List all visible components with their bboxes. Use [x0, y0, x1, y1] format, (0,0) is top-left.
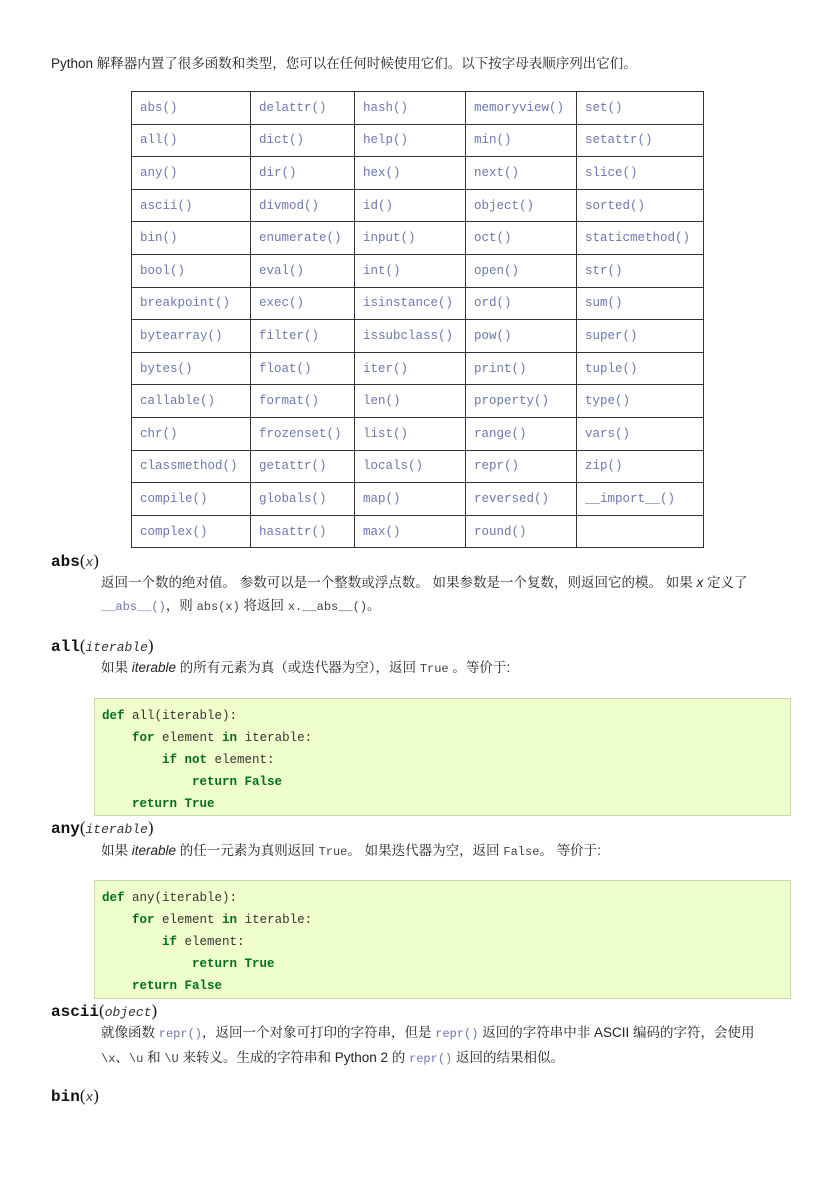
builtin-function-link[interactable]: __import__(): [585, 491, 676, 506]
builtin-function-link[interactable]: any(): [140, 165, 178, 180]
table-cell[interactable]: [355, 352, 466, 385]
table-cell[interactable]: [577, 417, 704, 450]
builtin-function-link[interactable]: classmethod(): [140, 459, 238, 474]
builtin-function-link[interactable]: dir(): [259, 165, 297, 180]
builtin-function-link[interactable]: format(): [259, 394, 320, 409]
builtin-function-link[interactable]: float(): [259, 361, 312, 376]
function-name: ascii: [51, 1003, 100, 1021]
builtin-function-link[interactable]: memoryview(): [474, 100, 565, 115]
table-cell[interactable]: [132, 124, 251, 157]
builtin-function-link[interactable]: zip(): [585, 459, 623, 474]
builtin-function-link[interactable]: object(): [474, 198, 535, 213]
builtin-function-link[interactable]: complex(): [140, 524, 208, 539]
table-cell[interactable]: [577, 157, 704, 190]
table-cell[interactable]: [132, 287, 251, 320]
table-cell[interactable]: [466, 92, 577, 125]
builtin-function-link[interactable]: repr(): [474, 459, 520, 474]
any-description: 如果 iterable 的任一元素为真则返回 True。 如果迭代器为空，返回 False。 等价于:: [101, 843, 601, 859]
table-cell[interactable]: [355, 483, 466, 516]
table-cell[interactable]: [466, 287, 577, 320]
any-signature: any(iterable): [51, 818, 154, 838]
table-row: [132, 189, 704, 222]
builtin-function-link[interactable]: breakpoint(): [140, 296, 231, 311]
builtin-function-link[interactable]: max(): [363, 524, 401, 539]
table-row: [132, 92, 704, 125]
builtin-function-link[interactable]: property(): [474, 394, 550, 409]
function-name: any: [51, 820, 80, 838]
table-row: [132, 450, 704, 483]
code-line: return True: [192, 957, 275, 971]
table-cell[interactable]: [577, 222, 704, 255]
builtin-function-link[interactable]: bytes(): [140, 361, 193, 376]
table-cell[interactable]: [577, 352, 704, 385]
table-cell[interactable]: [355, 320, 466, 353]
table-row: [132, 254, 704, 287]
code-line: for element in iterable:: [132, 731, 313, 745]
builtin-function-link[interactable]: getattr(): [259, 459, 327, 474]
table-cell[interactable]: [132, 320, 251, 353]
code-line: return False: [132, 979, 223, 993]
table-cell[interactable]: [577, 92, 704, 125]
builtin-function-link[interactable]: sum(): [585, 296, 623, 311]
function-param: x: [85, 555, 94, 570]
function-param: object: [104, 1005, 152, 1020]
ascii-description: 就像函数 repr()，返回一个对象可打印的字符串，但是 repr() 返回的字符串中非 ASCII 编码的字符，会使用 \x、\u 和 \U 来转义。生成的字符串和 Python 2 的 repr() 返回的结果相似。: [101, 1025, 755, 1066]
table-cell[interactable]: [577, 124, 704, 157]
builtin-function-link[interactable]: enumerate(): [259, 231, 342, 246]
code-line: for element in iterable:: [132, 913, 313, 927]
table-cell[interactable]: [577, 483, 704, 516]
builtin-function-link[interactable]: locals(): [363, 459, 424, 474]
builtin-function-link[interactable]: type(): [585, 394, 631, 409]
table-row: [132, 515, 704, 548]
abs-dunder-link[interactable]: __abs__(): [101, 600, 166, 614]
builtin-function-link[interactable]: oct(): [474, 231, 512, 246]
table-cell[interactable]: [466, 417, 577, 450]
function-param: x: [85, 1090, 94, 1105]
builtin-function-link[interactable]: hasattr(): [259, 524, 327, 539]
table-cell[interactable]: [355, 189, 466, 222]
builtin-function-link[interactable]: abs(): [140, 100, 178, 115]
builtin-function-link[interactable]: filter(): [259, 328, 320, 343]
function-name: abs: [51, 553, 80, 571]
table-row: [132, 222, 704, 255]
table-cell[interactable]: [355, 287, 466, 320]
builtin-function-link[interactable]: exec(): [259, 296, 305, 311]
table-cell[interactable]: [577, 320, 704, 353]
table-cell[interactable]: [577, 385, 704, 418]
builtin-function-link[interactable]: round(): [474, 524, 527, 539]
builtin-function-link[interactable]: list(): [363, 426, 409, 441]
table-cell[interactable]: [466, 385, 577, 418]
table-cell[interactable]: [466, 222, 577, 255]
table-cell[interactable]: [355, 92, 466, 125]
bin-signature: bin(x): [51, 1086, 99, 1106]
table-cell[interactable]: [466, 450, 577, 483]
builtin-function-link[interactable]: isinstance(): [363, 296, 454, 311]
abs-description: 返回一个数的绝对值。 参数可以是一个整数或浮点数。 如果参数是一个复数，则返回它的模。 如果 x 定义了 __abs__()，则 abs(x) 将返回 x.__abs__()。: [101, 575, 748, 614]
table-cell[interactable]: [251, 417, 355, 450]
builtin-function-link[interactable]: staticmethod(): [585, 231, 691, 246]
builtin-function-link[interactable]: delattr(): [259, 100, 327, 115]
builtin-function-link[interactable]: reversed(): [474, 491, 550, 506]
function-param: iterable: [85, 640, 148, 655]
table-cell[interactable]: [132, 417, 251, 450]
intro-text: Python 解释器内置了很多函数和类型，您可以在任何时候使用它们。以下按字母表顺序列出它们。: [51, 56, 637, 71]
code-line: def all(iterable):: [102, 709, 238, 723]
repr-link[interactable]: repr(): [409, 1052, 453, 1066]
builtin-function-link[interactable]: set(): [585, 100, 623, 115]
all-description: 如果 iterable 的所有元素为真（或迭代器为空），返回 True 。等价于:: [101, 660, 511, 676]
builtin-function-link[interactable]: map(): [363, 491, 401, 506]
table-cell[interactable]: [132, 450, 251, 483]
builtin-function-link[interactable]: compile(): [140, 491, 208, 506]
builtin-function-link[interactable]: open(): [474, 263, 520, 278]
table-row: [132, 352, 704, 385]
builtin-function-link[interactable]: issubclass(): [363, 328, 454, 343]
table-cell[interactable]: [355, 450, 466, 483]
builtin-function-link[interactable]: hex(): [363, 165, 401, 180]
builtin-function-link[interactable]: eval(): [259, 263, 305, 278]
builtin-function-link[interactable]: chr(): [140, 426, 178, 441]
table-cell[interactable]: [132, 254, 251, 287]
table-cell[interactable]: [577, 287, 704, 320]
builtin-function-link[interactable]: frozenset(): [259, 426, 342, 441]
builtin-function-link[interactable]: min(): [474, 133, 512, 148]
function-name: all: [51, 638, 80, 656]
repr-link[interactable]: repr(): [435, 1027, 479, 1041]
builtins-table: [131, 91, 704, 548]
table-row: [132, 320, 704, 353]
builtin-function-link[interactable]: id(): [363, 198, 394, 213]
table-cell[interactable]: [132, 189, 251, 222]
table-cell[interactable]: [132, 222, 251, 255]
table-cell[interactable]: [132, 92, 251, 125]
table-cell[interactable]: [466, 254, 577, 287]
builtin-function-link[interactable]: sorted(): [585, 198, 646, 213]
ascii-signature: ascii(object): [51, 1001, 158, 1021]
builtin-function-link[interactable]: bool(): [140, 263, 186, 278]
table-cell[interactable]: [466, 515, 577, 548]
table-cell[interactable]: [577, 189, 704, 222]
table-cell[interactable]: [355, 157, 466, 190]
builtin-function-link[interactable]: slice(): [585, 165, 638, 180]
any-code-block: [94, 880, 791, 999]
table-cell[interactable]: [355, 222, 466, 255]
builtin-function-link[interactable]: divmod(): [259, 198, 320, 213]
table-cell[interactable]: [251, 254, 355, 287]
table-cell[interactable]: [355, 254, 466, 287]
repr-link[interactable]: repr(): [158, 1027, 202, 1041]
builtin-function-link[interactable]: print(): [474, 361, 527, 376]
table-cell: [577, 515, 704, 548]
table-cell[interactable]: [466, 352, 577, 385]
builtin-function-link[interactable]: ord(): [474, 296, 512, 311]
builtin-function-link[interactable]: vars(): [585, 426, 631, 441]
table-cell[interactable]: [132, 352, 251, 385]
table-cell[interactable]: [577, 254, 704, 287]
table-cell[interactable]: [251, 222, 355, 255]
builtin-function-link[interactable]: setattr(): [585, 133, 653, 148]
all-signature: all(iterable): [51, 636, 154, 656]
builtin-function-link[interactable]: input(): [363, 231, 416, 246]
table-cell[interactable]: [251, 352, 355, 385]
builtin-function-link[interactable]: range(): [474, 426, 527, 441]
builtin-function-link[interactable]: super(): [585, 328, 638, 343]
table-cell[interactable]: [466, 483, 577, 516]
table-row: [132, 483, 704, 516]
code-line: def any(iterable):: [102, 891, 238, 905]
table-cell[interactable]: [132, 483, 251, 516]
table-cell[interactable]: [251, 483, 355, 516]
table-cell[interactable]: [355, 385, 466, 418]
builtin-function-link[interactable]: globals(): [259, 491, 327, 506]
builtin-function-link[interactable]: bytearray(): [140, 328, 223, 343]
table-cell[interactable]: [355, 417, 466, 450]
abs-signature: abs(x): [51, 551, 99, 571]
builtin-function-link[interactable]: callable(): [140, 394, 216, 409]
builtin-function-link[interactable]: next(): [474, 165, 520, 180]
table-cell[interactable]: [132, 157, 251, 190]
table-cell[interactable]: [466, 124, 577, 157]
builtin-function-link[interactable]: hash(): [363, 100, 409, 115]
table-row: [132, 124, 704, 157]
builtin-function-link[interactable]: str(): [585, 263, 623, 278]
code-line: if element:: [162, 935, 245, 949]
table-row: [132, 157, 704, 190]
builtin-function-link[interactable]: iter(): [363, 361, 409, 376]
table-cell[interactable]: [251, 287, 355, 320]
table-cell[interactable]: [251, 385, 355, 418]
table-cell[interactable]: [251, 515, 355, 548]
table-row: [132, 385, 704, 418]
table-row: [132, 287, 704, 320]
function-name: bin: [51, 1088, 80, 1106]
table-cell[interactable]: [466, 189, 577, 222]
table-cell[interactable]: [577, 450, 704, 483]
table-cell[interactable]: [466, 320, 577, 353]
table-cell[interactable]: [251, 92, 355, 125]
table-cell[interactable]: [251, 124, 355, 157]
code-line: return True: [132, 797, 215, 811]
builtin-function-link[interactable]: help(): [363, 133, 409, 148]
table-cell[interactable]: [251, 189, 355, 222]
code-line: return False: [192, 775, 283, 789]
function-param: iterable: [85, 822, 148, 837]
table-cell[interactable]: [355, 124, 466, 157]
builtin-function-link[interactable]: len(): [363, 394, 401, 409]
table-cell[interactable]: [251, 157, 355, 190]
builtin-function-link[interactable]: ascii(): [140, 198, 193, 213]
table-cell[interactable]: [132, 385, 251, 418]
table-cell[interactable]: [251, 450, 355, 483]
all-code-block: [94, 698, 791, 816]
builtin-function-link[interactable]: pow(): [474, 328, 512, 343]
table-row: [132, 417, 704, 450]
builtin-function-link[interactable]: all(): [140, 133, 178, 148]
builtin-function-link[interactable]: tuple(): [585, 361, 638, 376]
builtin-function-link[interactable]: dict(): [259, 133, 305, 148]
table-cell[interactable]: [355, 515, 466, 548]
builtin-function-link[interactable]: bin(): [140, 231, 178, 246]
table-cell[interactable]: [466, 157, 577, 190]
table-cell[interactable]: [132, 515, 251, 548]
code-line: if not element:: [162, 753, 275, 767]
builtin-function-link[interactable]: int(): [363, 263, 401, 278]
table-cell[interactable]: [251, 320, 355, 353]
